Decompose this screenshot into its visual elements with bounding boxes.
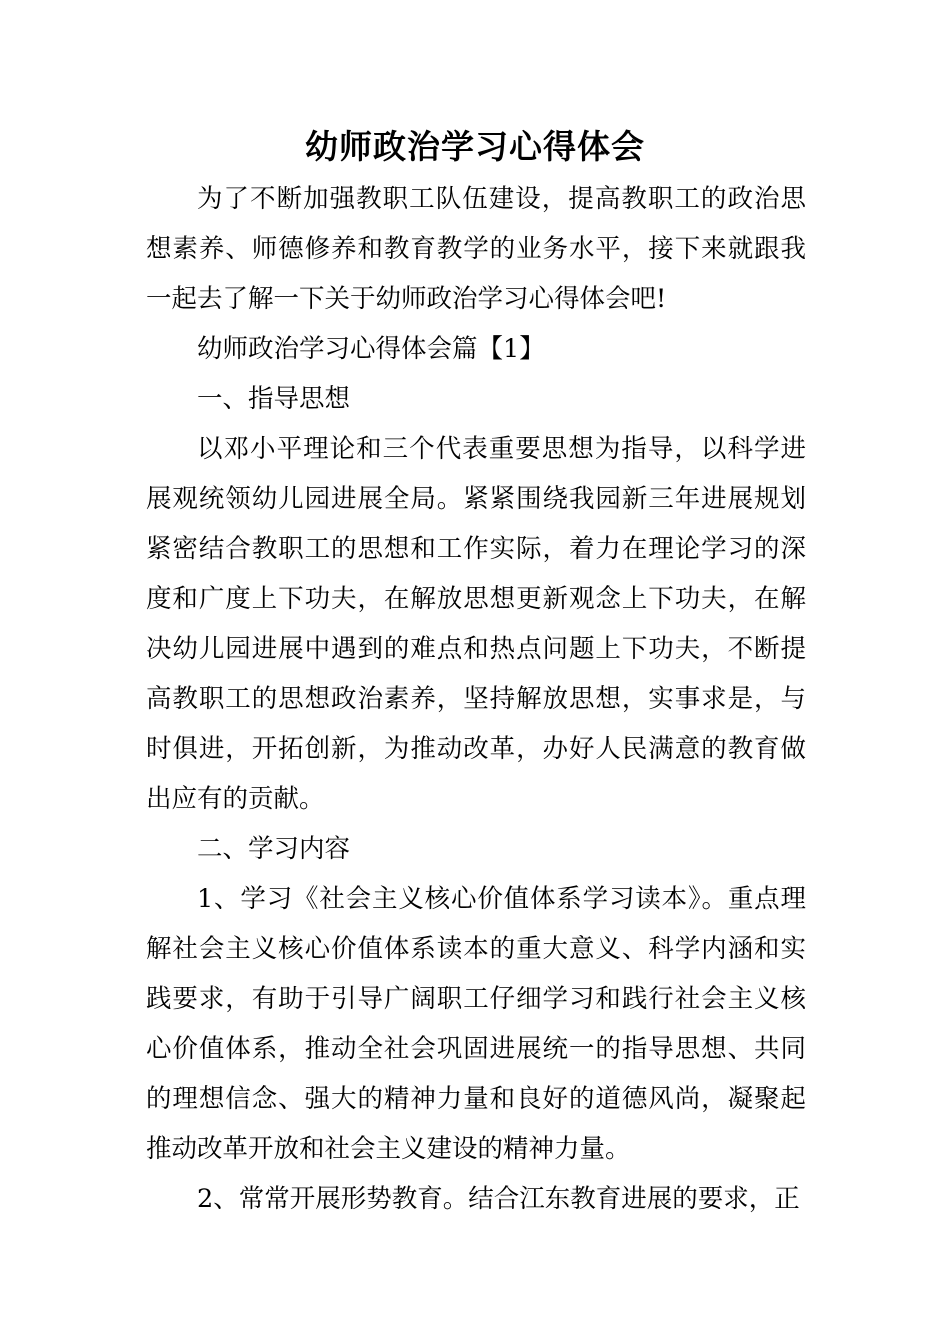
document-title: 幼师政治学习心得体会 <box>305 127 645 166</box>
heading-study-content: 二、学习内容 <box>197 834 351 864</box>
section-heading-part-1: 幼师政治学习心得体会篇【1】 <box>197 334 545 364</box>
paragraph-study-item-1: 1、学习《社会主义核心价值体系学习读本》。重点理解社会主义核心价值体系读本的重大意义、科学内涵和实践要求，有助于引导广阔职工仔细学习和践行社会主义核心价值体系，推动全社会巩固进展统一的指导思想、共同的理想信念、强大的精神力量和良好的道德风尚，凝聚起推动改革开放和社会主义建设的精神力量。 <box>146 884 806 1164</box>
paragraph-intro: 为了不断加强教职工队伍建设，提高教职工的政治思想素养、师德修养和教育教学的业务水平，接下来就跟我一起去了解一下关于幼师政治学习心得体会吧! <box>146 184 806 314</box>
document-body <box>146 174 806 1224</box>
paragraph-guiding-ideology: 以邓小平理论和三个代表重要思想为指导，以科学进展观统领幼儿园进展全局。紧紧围绕我园新三年进展规划紧密结合教职工的思想和工作实际，着力在理论学习的深度和广度上下功夫，在解放思想更新观念上下功夫，在解决幼儿园进展中遇到的难点和热点问题上下功夫，不断提高教职工的思想政治素养，坚持解放思想，实事求是，与时俱进，开拓创新，为推动改革，办好人民满意的教育做出应有的贡献。 <box>146 434 806 814</box>
heading-guiding-ideology: 一、指导思想 <box>197 384 351 414</box>
paragraph-study-item-2: 2、常常开展形势教育。结合江东教育进展的要求，正 <box>197 1184 800 1214</box>
